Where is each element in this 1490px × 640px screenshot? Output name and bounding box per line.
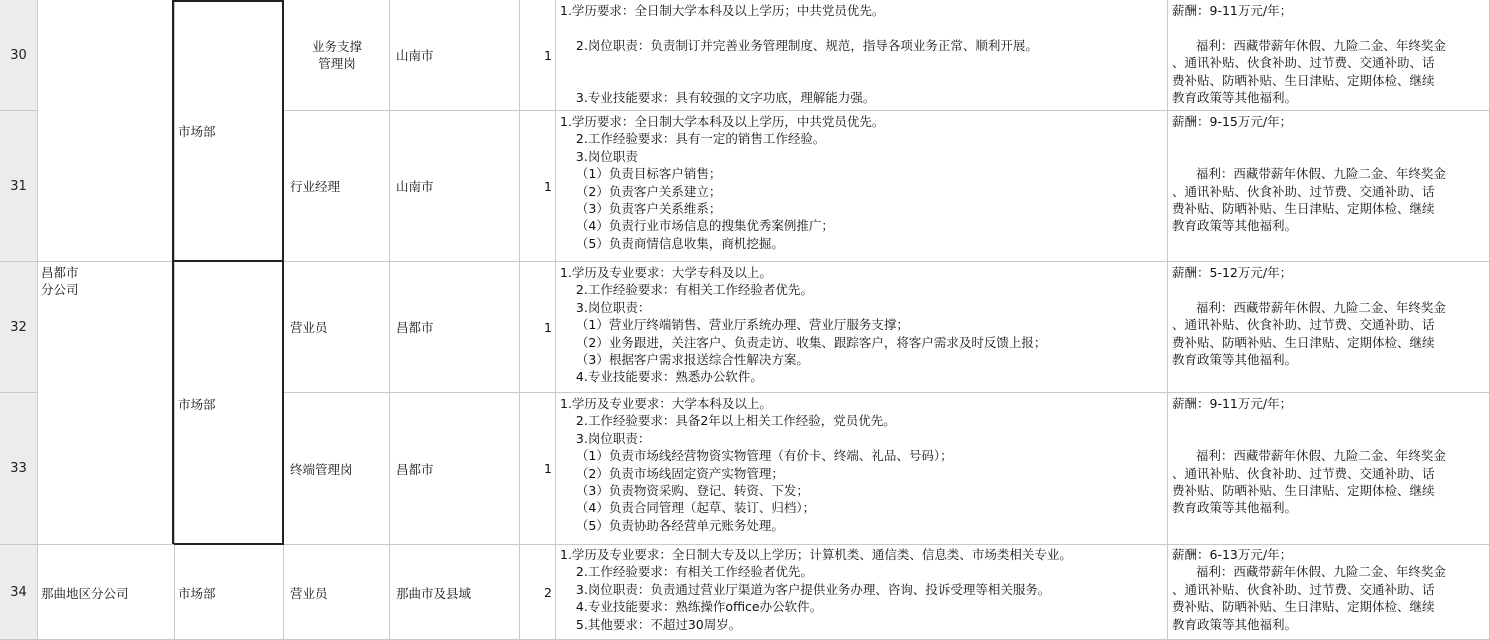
location-cell[interactable]: 山南市 xyxy=(396,179,434,194)
row-number[interactable]: 31 xyxy=(0,111,37,261)
requirement-line: （1）负责目标客户销售； xyxy=(560,166,722,182)
benefits-cell[interactable] xyxy=(1168,395,1490,544)
benefit-line xyxy=(1172,281,1490,298)
requirement-line: 1.学历要求：全日制大学本科及以上学历；中共党员优先。 xyxy=(560,3,885,18)
position-cell[interactable]: 营业员 xyxy=(290,320,328,335)
requirements-cell[interactable] xyxy=(556,395,1168,544)
benefit-line: 薪酬：9-11万元/年； xyxy=(1172,3,1293,18)
benefits-cell[interactable] xyxy=(1168,113,1490,261)
thick-border xyxy=(174,0,284,2)
requirement-line: 4.专业技能要求：熟练操作office办公软件。 xyxy=(560,599,823,615)
benefit-line: 、通讯补贴、伙食补助、过节费、交通补助、话 xyxy=(1172,183,1435,199)
location-cell[interactable]: 昌都市 xyxy=(396,461,434,477)
benefit-line: 费补贴、防晒补贴、生日津贴、定期体检、继续 xyxy=(1172,72,1435,88)
benefit-line: 教育政策等其他福利。 xyxy=(1172,616,1298,632)
benefit-line: 、通讯补贴、伙食补助、过节费、交通补助、话 xyxy=(1172,317,1435,333)
benefit-line: 教育政策等其他福利。 xyxy=(1172,500,1298,516)
requirement-line: 3.岗位职责： xyxy=(560,299,651,315)
thick-border xyxy=(172,0,174,544)
benefits-cell[interactable] xyxy=(1168,2,1490,110)
requirements-cell[interactable] xyxy=(556,2,1168,110)
requirements-cell[interactable] xyxy=(556,264,1168,392)
position-cell[interactable]: 终端管理岗 xyxy=(290,461,353,477)
department-label: 市场部 xyxy=(178,397,216,412)
benefit-line: 福利：西藏带薪年休假、九险二金、年终奖金 xyxy=(1172,564,1446,580)
requirement-line: 3.岗位职责： xyxy=(560,430,651,446)
location-cell[interactable]: 那曲市及县域 xyxy=(396,585,472,601)
requirement-line: （4）负责行业市场信息的搜集优秀案例推广； xyxy=(560,218,834,234)
benefit-line: 、通讯补贴、伙食补助、过节费、交通补助、话 xyxy=(1172,465,1435,481)
department-cell[interactable] xyxy=(174,0,284,261)
row-number[interactable]: 33 xyxy=(0,393,37,544)
location-cell[interactable]: 山南市 xyxy=(396,48,434,63)
requirement-line: 1.学历及专业要求：全日制大专及以上学历；计算机类、通信类、信息类、市场类相关专业。 xyxy=(560,547,1072,562)
company-cell[interactable]: 那曲地区分公司 xyxy=(41,585,129,601)
thick-border xyxy=(282,0,284,544)
requirement-line xyxy=(560,19,1168,36)
requirement-line: 1.学历及专业要求：大学专科及以上。 xyxy=(560,265,772,280)
benefit-line: 福利：西藏带薪年休假、九险二金、年终奖金 xyxy=(1172,448,1446,464)
requirement-line: 2.岗位职责：负责制订并完善业务管理制度、规范，指导各项业务正常、顺利开展。 xyxy=(560,37,1038,53)
count-cell[interactable]: 1 xyxy=(544,178,552,194)
requirement-line: （3）负责客户关系维系； xyxy=(560,201,722,217)
benefit-line: 、通讯补贴、伙食补助、过节费、交通补助、话 xyxy=(1172,55,1435,71)
position-cell[interactable]: 营业员 xyxy=(290,585,328,601)
count-cell[interactable]: 1 xyxy=(544,319,552,335)
benefit-line xyxy=(1172,412,1490,429)
requirement-line: （2）负责市场线固定资产实物管理； xyxy=(560,465,784,481)
requirement-line: （5）负责商情信息收集，商机挖掘。 xyxy=(560,235,784,251)
count-cell[interactable]: 1 xyxy=(544,47,552,63)
requirement-line: 3.岗位职责 xyxy=(560,148,638,164)
requirement-line: 4.专业技能要求：熟悉办公软件。 xyxy=(560,369,763,385)
requirement-line: 3.专业技能要求：具有较强的文字功底，理解能力强。 xyxy=(560,90,876,106)
requirement-line: （1）营业厅终端销售、营业厅系统办理、营业厅服务支撑； xyxy=(560,317,909,333)
requirement-line: （3）负责物资采购、登记、转资、下发； xyxy=(560,483,809,499)
requirement-line: 1.学历及专业要求：大学本科及以上。 xyxy=(560,396,772,411)
benefit-line: 教育政策等其他福利。 xyxy=(1172,352,1298,368)
requirement-line: 3.岗位职责：负责通过营业厅渠道为客户提供业务办理、咨询、投诉受理等相关服务。 xyxy=(560,581,1051,597)
benefit-line: 薪酬：6-13万元/年； xyxy=(1172,547,1293,562)
benefit-line: 、通讯补贴、伙食补助、过节费、交通补助、话 xyxy=(1172,581,1435,597)
requirement-line: 2.工作经验要求：具有一定的销售工作经验。 xyxy=(560,131,826,147)
requirement-line: 1.学历要求：全日制大学本科及以上学历，中共党员优先。 xyxy=(560,114,885,129)
requirement-line: （1）负责市场线经营物资实物管理（有价卡、终端、礼品、号码）； xyxy=(560,448,953,464)
grid-line xyxy=(284,110,1490,111)
requirement-line: 2.工作经验要求：具备2年以上相关工作经验，党员优先。 xyxy=(560,413,896,429)
requirement-line: 2.工作经验要求：有相关工作经验者优先。 xyxy=(560,564,813,580)
department-label: 市场部 xyxy=(178,124,216,139)
benefit-line: 薪酬：9-11万元/年； xyxy=(1172,396,1293,411)
benefit-line: 福利：西藏带薪年休假、九险二金、年终奖金 xyxy=(1172,299,1446,315)
row-number[interactable]: 32 xyxy=(0,262,37,392)
count-cell[interactable]: 1 xyxy=(544,461,552,476)
grid-line xyxy=(284,392,1490,393)
benefit-line: 福利：西藏带薪年休假、九险二金、年终奖金 xyxy=(1172,37,1446,53)
thick-border xyxy=(174,260,284,262)
department-cell[interactable]: 市场部 xyxy=(178,585,216,601)
benefit-line xyxy=(1172,130,1490,147)
benefit-line: 费补贴、防晒补贴、生日津贴、定期体检、继续 xyxy=(1172,201,1435,217)
requirement-line: （2）负责客户关系建立； xyxy=(560,183,722,199)
location-cell[interactable]: 昌都市 xyxy=(396,320,434,335)
company-cell[interactable] xyxy=(37,262,174,544)
requirement-line: （5）负责协助各经营单元账务处理。 xyxy=(560,517,784,533)
row-number[interactable]: 34 xyxy=(0,545,37,640)
benefit-line: 薪酬：5-12万元/年； xyxy=(1172,265,1293,280)
benefit-line xyxy=(1172,148,1490,165)
requirement-line: （4）负责合同管理（起草、装订、归档）； xyxy=(560,500,816,516)
company-label: 昌都市 分公司 xyxy=(41,265,79,297)
benefit-line: 费补贴、防晒补贴、生日津贴、定期体检、继续 xyxy=(1172,334,1435,350)
position-cell[interactable]: 业务支撑 管理岗 xyxy=(311,39,362,71)
requirements-cell[interactable] xyxy=(556,546,1168,640)
thick-border xyxy=(174,543,284,545)
benefit-line: 费补贴、防晒补贴、生日津贴、定期体检、继续 xyxy=(1172,483,1435,499)
requirement-line: 5.其他要求：不超过30周岁。 xyxy=(560,616,742,632)
benefit-line: 费补贴、防晒补贴、生日津贴、定期体检、继续 xyxy=(1172,599,1435,615)
benefit-line: 薪酬：9-15万元/年； xyxy=(1172,114,1293,129)
grid-line xyxy=(0,392,37,393)
requirement-line: （2）业务跟进，关注客户、负责走访、收集、跟踪客户，将客户需求及时反馈上报； xyxy=(560,334,1047,350)
row-number[interactable]: 30 xyxy=(0,0,37,110)
benefit-line: 福利：西藏带薪年休假、九险二金、年终奖金 xyxy=(1172,166,1446,182)
benefits-cell[interactable] xyxy=(1168,264,1490,392)
count-cell[interactable]: 2 xyxy=(544,585,552,600)
grid-line xyxy=(0,110,37,111)
requirements-cell[interactable] xyxy=(556,113,1168,261)
benefit-line xyxy=(1172,430,1490,447)
requirement-line xyxy=(560,72,1168,89)
benefit-line: 教育政策等其他福利。 xyxy=(1172,90,1298,106)
requirement-line xyxy=(560,54,1168,71)
requirement-line: 2.工作经验要求：有相关工作经验者优先。 xyxy=(560,282,813,298)
position-cell[interactable]: 行业经理 xyxy=(290,179,341,194)
benefit-line xyxy=(1172,19,1490,36)
department-cell[interactable] xyxy=(174,262,284,544)
benefit-line: 教育政策等其他福利。 xyxy=(1172,218,1298,234)
requirement-line: （3）根据客户需求报送综合性解决方案。 xyxy=(560,352,809,368)
benefits-cell[interactable] xyxy=(1168,546,1490,640)
